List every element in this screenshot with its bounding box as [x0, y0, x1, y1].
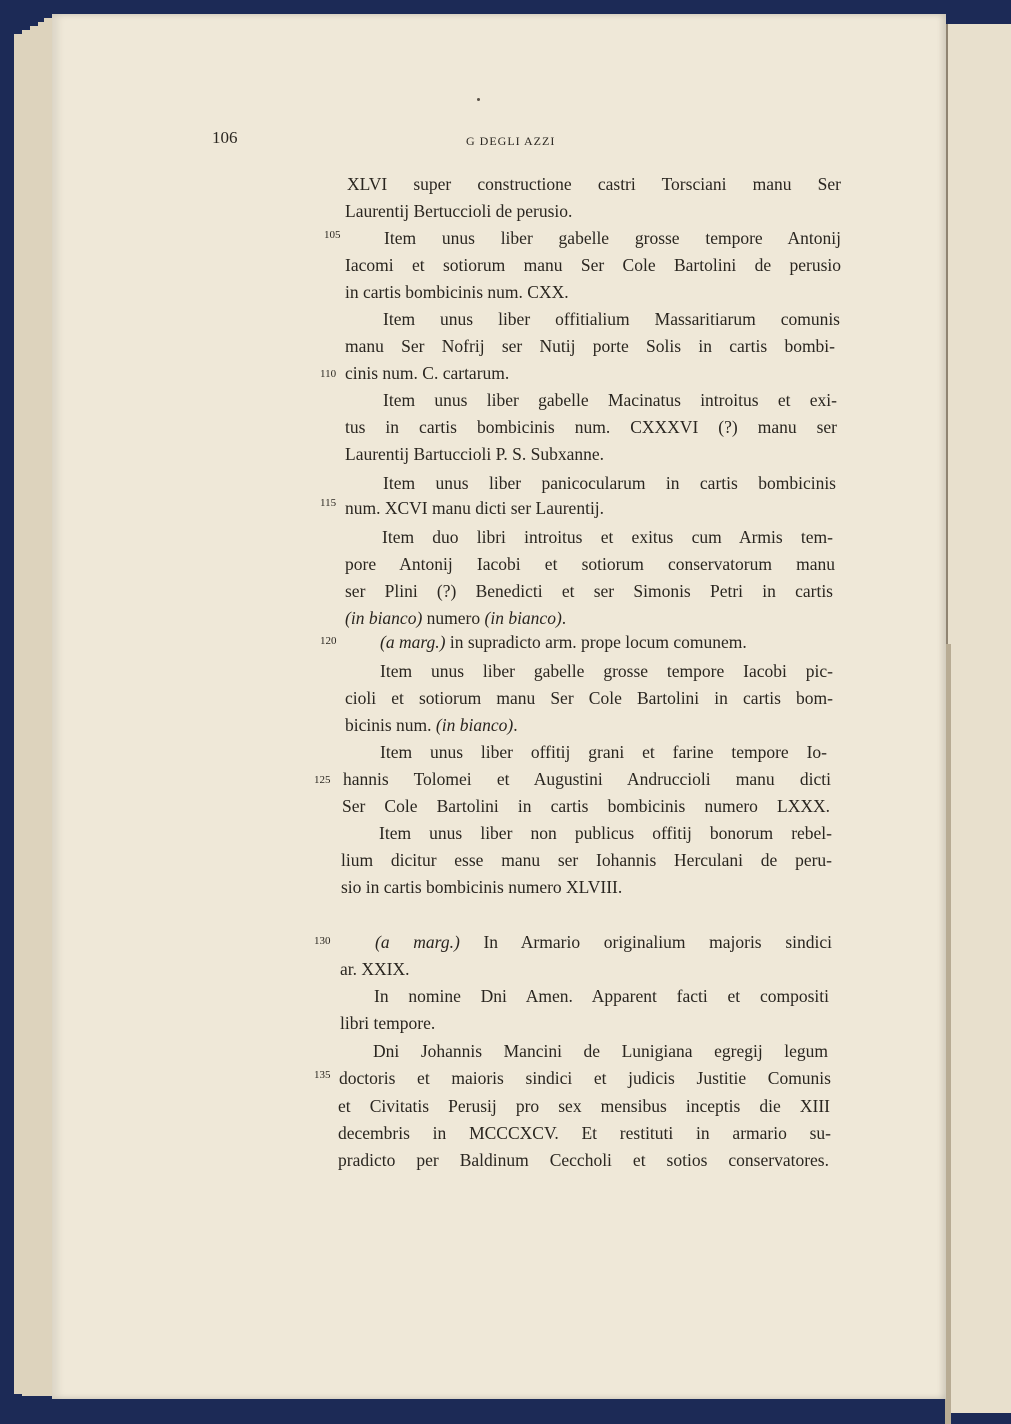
line-text: sio in cartis bombicinis numero XLVIII. — [341, 877, 623, 897]
line-text: et Civitatis Perusij pro sex mensibus inceptis die XIII — [338, 1096, 830, 1116]
text-line — [341, 879, 622, 897]
line-text: cinis num. C. cartarum. — [345, 363, 510, 383]
text-line — [345, 419, 837, 437]
text-line — [380, 634, 747, 652]
line-text: manu Ser Nofrij ser Nutij porte Solis in cartis bombi- — [345, 336, 835, 356]
line-text: Laurentij Bertuccioli de perusio. — [345, 201, 573, 221]
line-number: 135 — [314, 1069, 331, 1081]
line-text: Iacomi et sotiorum manu Ser Cole Bartolini de perusio — [345, 255, 841, 275]
line-text: . — [561, 608, 567, 628]
line-text: in cartis bombicinis num. CXX. — [345, 282, 569, 302]
text-line — [345, 690, 833, 708]
text-line — [345, 365, 509, 383]
text-line — [347, 176, 841, 194]
line-text: XLVI super constructione castri Torsciani manu Ser — [347, 174, 841, 194]
line-text: cioli et sotiorum manu Ser Cole Bartolini in cartis bom- — [345, 688, 833, 708]
line-text: decembris in MCCCXCV. Et restituti in armario su- — [338, 1123, 831, 1143]
text-line — [345, 203, 572, 221]
text-line — [345, 610, 566, 628]
text-line — [384, 230, 841, 248]
text-line — [382, 529, 833, 547]
line-text: In Armario originalium majoris sindici — [459, 932, 832, 952]
text-line — [375, 934, 832, 952]
italic-note: (in bianco) — [484, 608, 562, 628]
text-line — [380, 663, 833, 681]
text-line — [345, 284, 569, 302]
text-line — [338, 1152, 829, 1170]
text-line — [341, 852, 832, 870]
running-title: G DEGLI AZZI — [466, 134, 556, 148]
text-line — [380, 744, 827, 762]
text-line — [374, 988, 829, 1006]
text-line — [383, 475, 836, 493]
line-text: ser Plini (?) Benedicti et ser Simonis Petri in cartis — [345, 581, 833, 601]
text-line — [338, 1125, 831, 1143]
line-text: pradicto per Baldinum Ceccholi et sotios conservatores. — [338, 1150, 829, 1170]
line-text: Item unus liber non publicus offitij bonorum rebel- — [379, 823, 832, 843]
italic-note: (in bianco) — [345, 608, 423, 628]
line-text: Ser Cole Bartolini in cartis bombicinis numero LXXX. — [342, 796, 830, 816]
line-text: Item unus liber panicocularum in cartis bombicinis — [383, 473, 836, 493]
line-number: 115 — [320, 497, 337, 509]
page-number: 106 — [212, 128, 238, 147]
text-line — [339, 1070, 831, 1088]
line-text: In nomine Dni Amen. Apparent facti et compositi — [374, 986, 829, 1006]
line-number: 125 — [314, 774, 331, 786]
line-text: tus in cartis bombicinis num. CXXXVI (?) manu ser — [345, 417, 837, 437]
line-number: 105 — [324, 229, 341, 241]
text-line — [379, 825, 832, 843]
text-line — [383, 311, 840, 329]
facing-page — [946, 24, 1011, 1413]
line-text: lium dicitur esse manu ser Iohannis Herculani de peru- — [341, 850, 832, 870]
text-line — [345, 500, 604, 518]
text-line — [383, 392, 837, 410]
line-number: 110 — [320, 368, 337, 380]
text-line — [345, 338, 835, 356]
text-line — [343, 771, 831, 789]
text-line — [345, 717, 518, 735]
text-line — [342, 798, 830, 816]
line-text: in supradicto arm. prope locum comunem. — [445, 632, 747, 652]
text-line — [373, 1043, 828, 1061]
line-text: Item unus liber offitialium Massaritiarum comunis — [383, 309, 840, 329]
line-number: 120 — [320, 635, 337, 647]
line-text: Dni Johannis Mancini de Lunigiana egregij legum — [373, 1041, 828, 1061]
line-text: pore Antonij Iacobi et sotiorum conservatorum manu — [345, 554, 835, 574]
line-text: doctoris et maioris sindici et judicis Justitie Comunis — [339, 1068, 831, 1088]
line-text: Item unus liber offitij grani et farine tempore Io- — [380, 742, 827, 762]
italic-note: (a marg.) — [375, 932, 460, 952]
line-text: Item unus liber gabelle Macinatus introitus et exi- — [383, 390, 837, 410]
line-text: hannis Tolomei et Augustini Andruccioli manu dicti — [343, 769, 831, 789]
text-line — [345, 583, 833, 601]
line-text: Item unus liber gabelle grosse tempore Iacobi pic- — [380, 661, 833, 681]
line-text: libri tempore. — [340, 1013, 436, 1033]
text-line — [345, 556, 835, 574]
ink-dot — [477, 98, 480, 101]
line-text: ar. XXIX. — [340, 959, 410, 979]
text-line — [345, 446, 604, 464]
line-text: bicinis num. — [345, 715, 436, 735]
line-text: Item unus liber gabelle grosse tempore Antonij — [384, 228, 841, 248]
line-number: 130 — [314, 935, 331, 947]
text-line — [340, 1015, 435, 1033]
text-line — [340, 961, 410, 979]
text-line — [338, 1098, 830, 1116]
line-text: num. XCVI manu dicti ser Laurentij. — [345, 498, 605, 518]
italic-note: (a marg.) — [380, 632, 446, 652]
line-text: Item duo libri introitus et exitus cum Armis tem- — [382, 527, 833, 547]
line-text: . — [513, 715, 518, 735]
line-text: numero — [422, 608, 485, 628]
italic-note: (in bianco) — [435, 715, 514, 735]
text-line — [345, 257, 841, 275]
line-text: Laurentij Bartuccioli P. S. Subxanne. — [345, 444, 605, 464]
